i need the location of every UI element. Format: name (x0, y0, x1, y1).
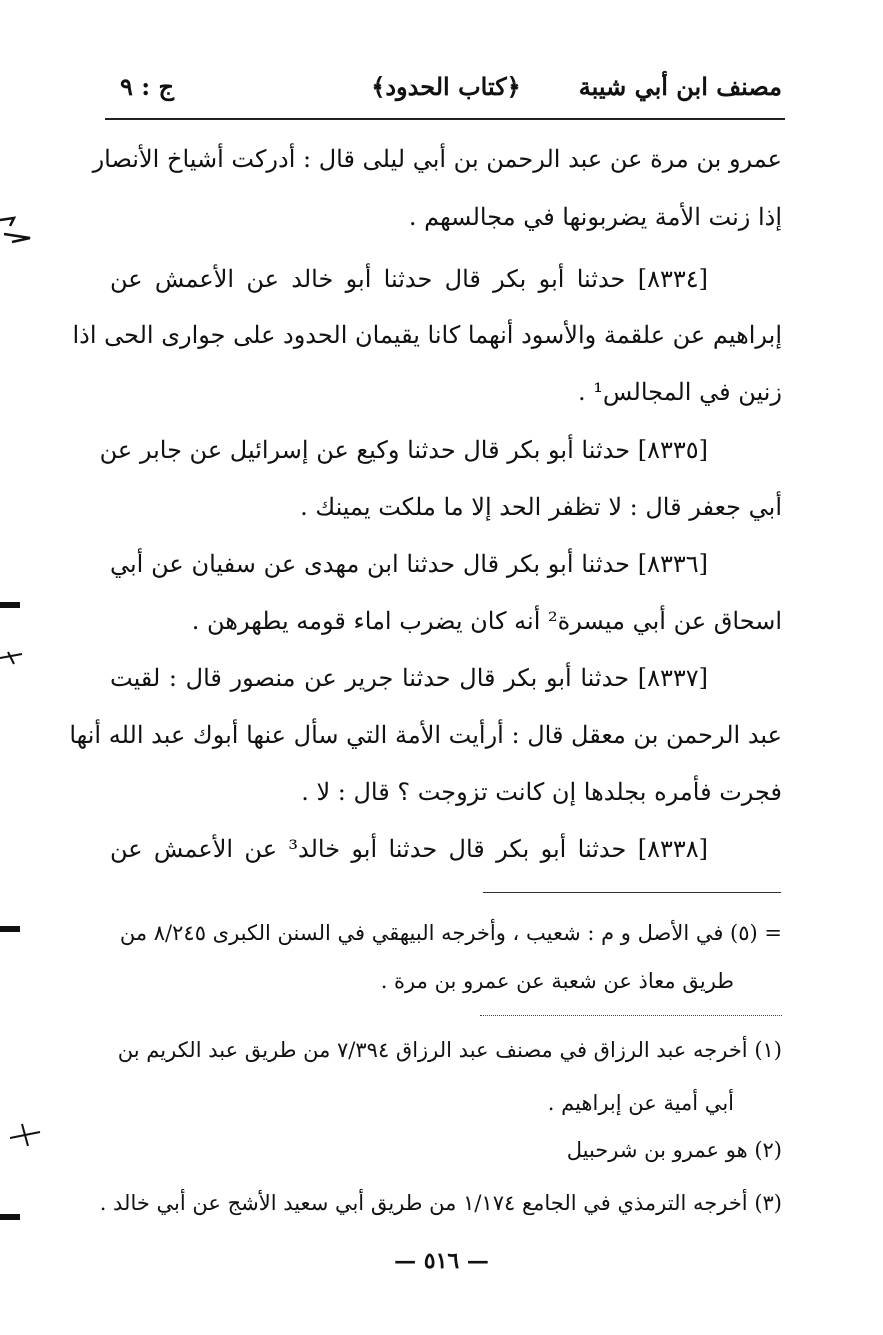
footnote-continued: = (٥) في الأصل و م : شعيب ، وأخرجه البيهقي في السنن الكبرى ٨/٢٤٥ من (119, 921, 782, 945)
body-line: إبراهيم عن علقمة والأسود أنهما كانا يقيمان الحدود على جوارى الحى اذا (72, 321, 782, 349)
hadith-8334-line: [٨٣٣٤] حدثنا أبو بكر قال حدثنا أبو خالد عن الأعمش عن (110, 265, 708, 293)
body-line: عبد الرحمن بن معقل قال : أرأيت الأمة التي سأل عنها أبوك عبد الله أنها (69, 721, 782, 749)
book-title: مصنف ابن أبي شيبة (578, 72, 782, 101)
hadith-8337-line: [٨٣٣٧] حدثنا أبو بكر قال حدثنا جرير عن منصور قال : لقيت (110, 664, 708, 692)
header-rule (105, 118, 785, 120)
volume-label: ج : ٩ (120, 72, 174, 101)
chapter-title: ﴿كتاب الحدود﴾ (371, 72, 521, 101)
hadith-8338-line: [٨٣٣٨] حدثنا أبو بكر قال حدثنا أبو خالد³ عن الأعمش عن (110, 835, 708, 863)
body-line: إذا زنت الأمة يضربونها في مجالسهم . (408, 203, 782, 231)
footnote-continued-line: طريق معاذ عن شعبة عن عمرو بن مرة . (380, 969, 734, 993)
scan-margin-mark (0, 1214, 20, 1220)
scan-margin-mark (0, 926, 20, 932)
body-line: عمرو بن مرة عن عبد الرحمن بن أبي ليلى قال : أدركت أشياخ الأنصار (92, 145, 782, 173)
scan-margin-mark (0, 602, 20, 608)
page-header (110, 72, 782, 112)
body-line: أبي جعفر قال : لا تظفر الحد إلا ما ملكت يمينك . (300, 493, 782, 521)
hadith-8336-line: [٨٣٣٦] حدثنا أبو بكر قال حدثنا ابن مهدى عن سفيان عن أبي (110, 550, 709, 578)
body-line: فجرت فأمره بجلدها إن كانت تزوجت ؟ قال : لا . (301, 778, 782, 806)
page-number: — ٥١٦ — (394, 1248, 489, 1274)
footnote-rule (483, 892, 781, 893)
footnote-1-line: أبي أمية عن إبراهيم . (547, 1091, 734, 1115)
footnote-divider (480, 1015, 782, 1016)
footnote-1: (١) أخرجه عبد الرزاق في مصنف عبد الرزاق ٧/٣٩٤ من طريق عبد الكريم بن (117, 1038, 782, 1062)
body-line: زنين في المجالس¹ . (578, 378, 782, 406)
scan-margin-mark (0, 648, 20, 658)
footnote-3: (٣) أخرجه الترمذي في الجامع ١/١٧٤ من طريق أبي سعيد الأشج عن أبي خالد . (99, 1191, 782, 1215)
footnote-2: (٢) هو عمرو بن شرحبيل (566, 1138, 782, 1162)
hadith-8335-line: [٨٣٣٥] حدثنا أبو بكر قال حدثنا وكيع عن إسرائيل عن جابر عن (99, 436, 708, 464)
scan-margin-mark (0, 1120, 20, 1130)
scan-margin-mark (0, 222, 20, 232)
body-line: اسحاق عن أبي ميسرة² أنه كان يضرب اماء قومه يطهرهن . (191, 607, 782, 635)
